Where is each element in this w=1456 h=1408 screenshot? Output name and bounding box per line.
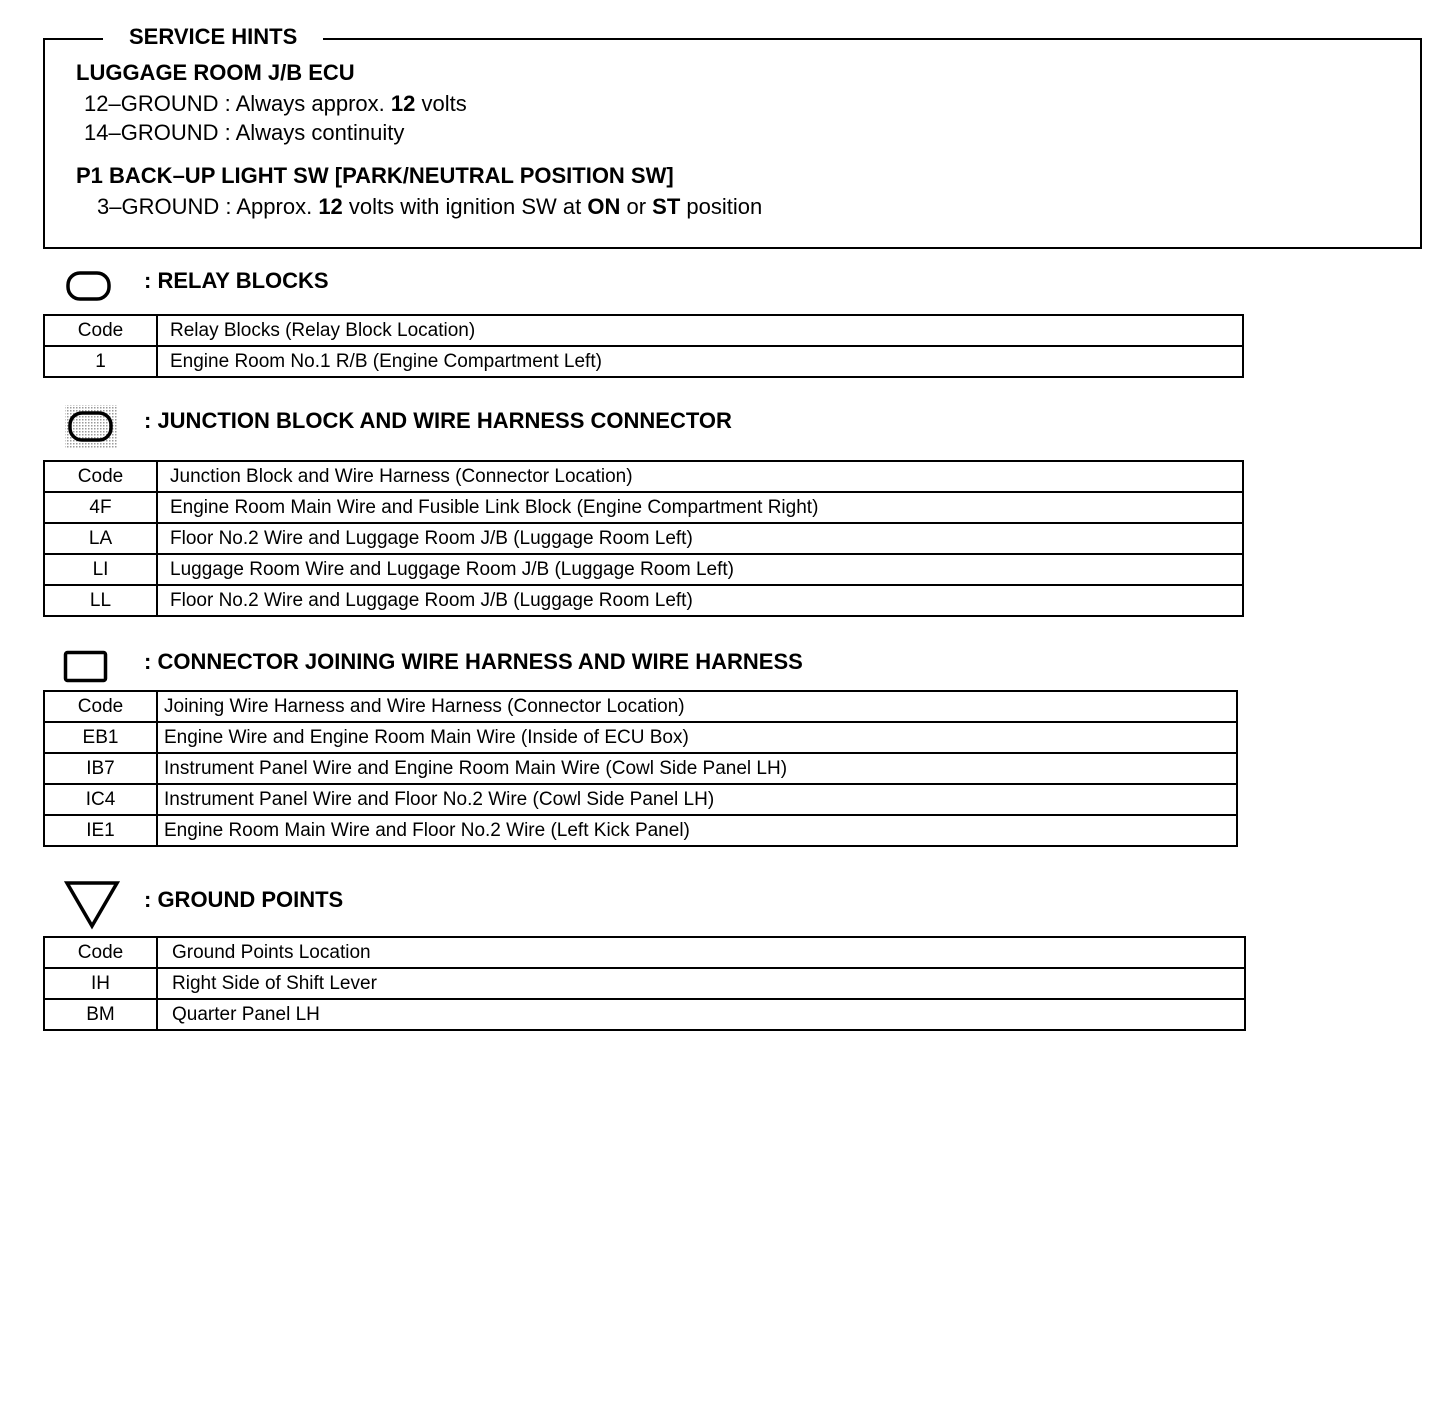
hint-heading-back-up-light-sw: P1 BACK–UP LIGHT SW [PARK/NEUTRAL POSITION SW]: [76, 163, 674, 188]
row-code: LI: [44, 554, 157, 585]
table-header-row: [44, 315, 1243, 346]
hint-line-14-ground: 14–GROUND : Always continuity: [84, 120, 405, 145]
row-location: Floor No.2 Wire and Luggage Room J/B (Luggage Room Left): [157, 523, 1243, 554]
row-location: Instrument Panel Wire and Engine Room Main Wire (Cowl Side Panel LH): [157, 753, 1237, 784]
row-code: 4F: [44, 492, 157, 523]
row-code: 1: [44, 346, 157, 377]
table-row: [44, 585, 1243, 616]
table-row: [44, 554, 1243, 585]
row-location: Luggage Room Wire and Luggage Room J/B (Luggage Room Left): [157, 554, 1243, 585]
row-location: Engine Wire and Engine Room Main Wire (Inside of ECU Box): [157, 722, 1237, 753]
service-hints-title: SERVICE HINTS: [103, 22, 323, 52]
square-icon: [63, 650, 109, 684]
row-location: Instrument Panel Wire and Floor No.2 Wire (Cowl Side Panel LH): [157, 784, 1237, 815]
table-row: [44, 722, 1237, 753]
relay-blocks-table: [43, 314, 1244, 378]
row-location: Quarter Panel LH: [157, 999, 1245, 1030]
row-location: Floor No.2 Wire and Luggage Room J/B (Luggage Room Left): [157, 585, 1243, 616]
relay-blocks-title: : RELAY BLOCKS: [144, 268, 329, 293]
table-header-row: [44, 691, 1237, 722]
code-header: Code: [44, 461, 157, 492]
junction-block-title: : JUNCTION BLOCK AND WIRE HARNESS CONNECTOR: [144, 408, 732, 433]
location-header: Joining Wire Harness and Wire Harness (Connector Location): [157, 691, 1237, 722]
row-location: Engine Room No.1 R/B (Engine Compartment Left): [157, 346, 1243, 377]
connector-title: : CONNECTOR JOINING WIRE HARNESS AND WIRE HARNESS: [144, 649, 803, 674]
table-row: [44, 753, 1237, 784]
code-header: Code: [44, 937, 157, 968]
ground-points-table: [43, 936, 1246, 1031]
table-row: [44, 523, 1243, 554]
code-header: Code: [44, 691, 157, 722]
row-code: IC4: [44, 784, 157, 815]
location-header: Relay Blocks (Relay Block Location): [157, 315, 1243, 346]
hint-heading-luggage-room-jb-ecu: LUGGAGE ROOM J/B ECU: [76, 60, 355, 85]
location-header: Junction Block and Wire Harness (Connector Location): [157, 461, 1243, 492]
row-code: IH: [44, 968, 157, 999]
table-header-row: [44, 937, 1245, 968]
table-row: [44, 999, 1245, 1030]
row-code: BM: [44, 999, 157, 1030]
row-code: LA: [44, 523, 157, 554]
row-code: IE1: [44, 815, 157, 846]
row-code: IB7: [44, 753, 157, 784]
row-location: Right Side of Shift Lever: [157, 968, 1245, 999]
hint-line-3-ground: 3–GROUND : Approx. 12 volts with ignition SW at ON or ST position: [97, 194, 763, 219]
location-header: Ground Points Location: [157, 937, 1245, 968]
rounded-rect-icon: [66, 270, 112, 302]
table-row: [44, 346, 1243, 377]
shaded-rounded-rect-icon: [64, 404, 118, 450]
row-location: Engine Room Main Wire and Fusible Link Block (Engine Compartment Right): [157, 492, 1243, 523]
connector-table: [43, 690, 1238, 847]
row-location: Engine Room Main Wire and Floor No.2 Wire (Left Kick Panel): [157, 815, 1237, 846]
table-row: [44, 968, 1245, 999]
row-code: LL: [44, 585, 157, 616]
triangle-down-icon: [64, 880, 120, 930]
hint-line-12-ground: 12–GROUND : Always approx. 12 volts: [84, 91, 467, 116]
code-header: Code: [44, 315, 157, 346]
table-row: [44, 784, 1237, 815]
table-header-row: [44, 461, 1243, 492]
junction-block-table: [43, 460, 1244, 617]
ground-points-title: : GROUND POINTS: [144, 887, 344, 912]
row-code: EB1: [44, 722, 157, 753]
table-row: [44, 815, 1237, 846]
table-row: [44, 492, 1243, 523]
